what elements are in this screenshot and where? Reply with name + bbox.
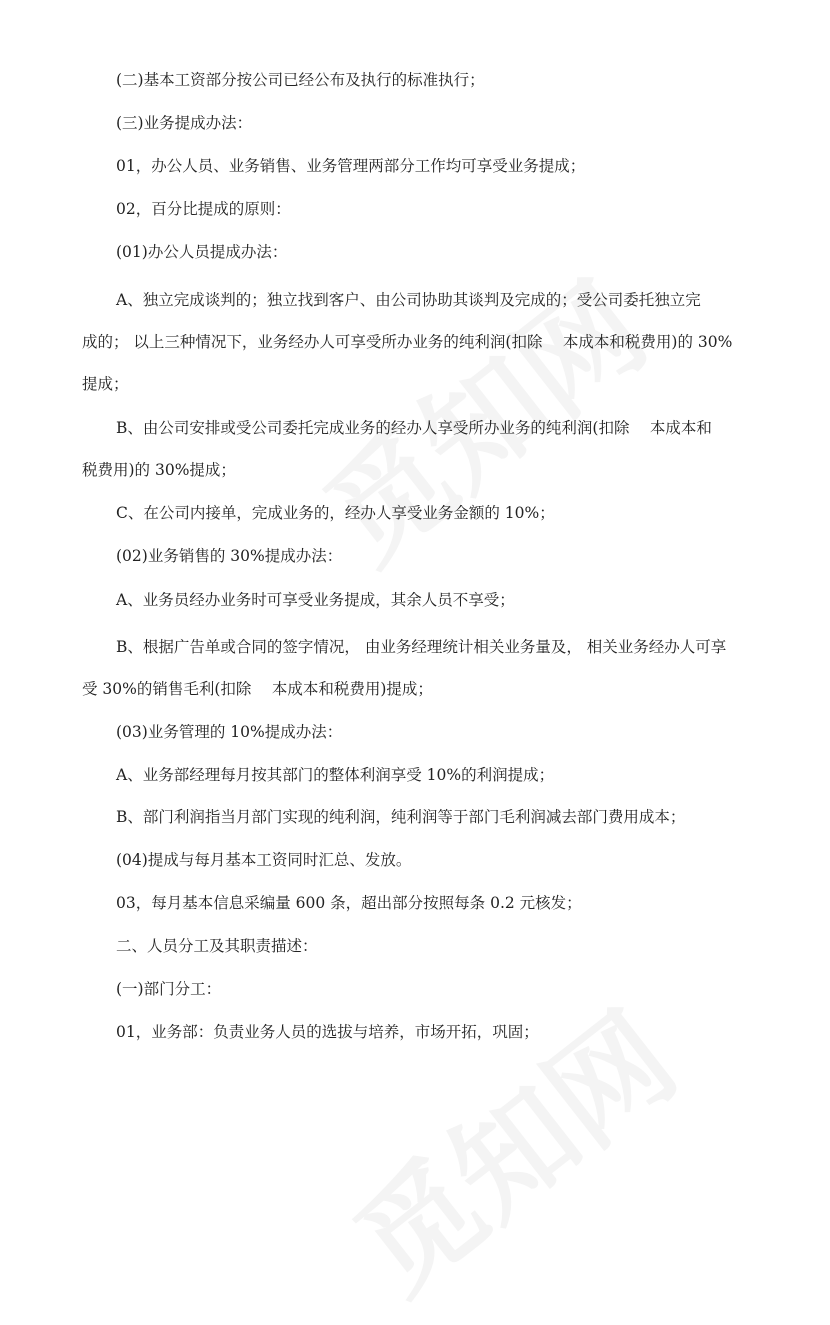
item-01-eligibility: 01，办公人员、业务销售、业务管理两部分工作均可享受业务提成； bbox=[116, 157, 586, 175]
paragraph-b-line-2: 税费用)的 30%提成； bbox=[82, 461, 236, 479]
subheading-department-division: (一)部门分工： bbox=[116, 980, 222, 998]
paragraph-a-line-2: 成的； 以上三种情况下，业务经办人可享受所办业务的纯利润(扣除 本成本和税费用)的 30% bbox=[82, 333, 733, 351]
paragraph-b-line-1: B、由公司安排或受公司委托完成业务的经办人享受所办业务的纯利润(扣除 本成本和 bbox=[116, 419, 712, 437]
sales-item-a: A、业务员经办业务时可享受业务提成，其余人员不享受； bbox=[116, 591, 515, 609]
subheading-office-staff: (01)办公人员提成办法： bbox=[116, 243, 288, 261]
paragraph-basic-salary: (二)基本工资部分按公司已经公布及执行的标准执行； bbox=[116, 71, 485, 89]
paragraph-a-line-1: A、独立完成谈判的；独立找到客户、由公司协助其谈判及完成的；受公司委托独立完 bbox=[116, 291, 701, 309]
paragraph-c: C、在公司内接单，完成业务的，经办人享受业务金额的 10%； bbox=[116, 504, 555, 522]
paragraph-a-line-3: 提成； bbox=[82, 375, 129, 393]
watermark-bottom bbox=[315, 967, 705, 1324]
item-02-percentage-principle: 02，百分比提成的原则： bbox=[116, 200, 291, 218]
subheading-sales: (02)业务销售的 30%提成办法： bbox=[116, 547, 343, 565]
subheading-management: (03)业务管理的 10%提成办法： bbox=[116, 723, 343, 741]
section-heading-division-of-labor: 二、人员分工及其职责描述： bbox=[116, 937, 318, 955]
item-01-business-dept: 01，业务部：负责业务人员的选拔与培养，市场开拓，巩固； bbox=[116, 1023, 539, 1041]
item-03-info-quota: 03，每月基本信息采编量 600 条，超出部分按照每条 0.2 元核发； bbox=[116, 894, 582, 912]
sales-item-b-line-1: B、根据广告单或合同的签字情况， 由业务经理统计相关业务量及， 相关业务经办人可享 bbox=[116, 638, 727, 656]
management-item-a: A、业务部经理每月按其部门的整体利润享受 10%的利润提成； bbox=[116, 766, 555, 784]
item-04-payout: (04)提成与每月基本工资同时汇总、发放。 bbox=[116, 851, 412, 869]
section-heading-commission: (三)业务提成办法： bbox=[116, 114, 253, 132]
management-item-b: B、部门利润指当月部门实现的纯利润，纯利润等于部门毛利润减去部门费用成本； bbox=[116, 808, 686, 826]
sales-item-b-line-2: 受 30%的销售毛利(扣除 本成本和税费用)提成； bbox=[82, 680, 433, 698]
